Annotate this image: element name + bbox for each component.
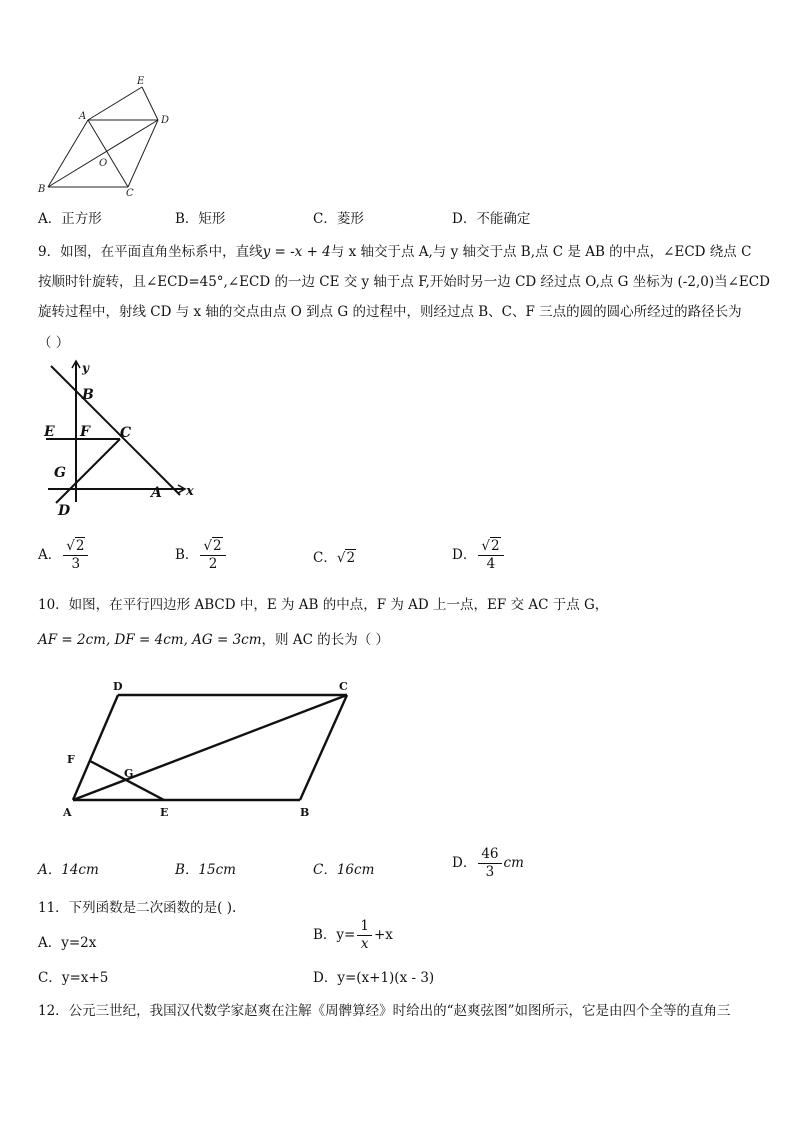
q9-label-c: C [120, 425, 132, 441]
q8-side-cd [128, 120, 158, 187]
q10-given-lengths: AF = 2cm, DF = 4cm, AG = 3cm [38, 632, 262, 648]
q9-option-c: C．√2 [313, 550, 356, 566]
q9-option-c-label: C． [313, 550, 337, 566]
q9-option-d-fraction: $\frac{√2}{4}$ [478, 538, 503, 573]
q10-option-c: C．16cm [313, 862, 375, 878]
q8-segment-ae [88, 87, 142, 120]
q10-option-d [452, 846, 524, 881]
q9-label-d: D [58, 503, 71, 519]
q10-parallelogram-figure [60, 675, 360, 825]
q9-label-a: A [151, 485, 162, 501]
q10-label-d: D [113, 680, 123, 693]
q9-option-b-den: 2 [208, 556, 218, 572]
q9-coordinate-figure [40, 360, 200, 520]
q9-stem-text-1: 9．如图，在平面直角坐标系中，直线 [38, 244, 263, 260]
q8-option-d: D．不能确定 [452, 211, 531, 227]
q9-option-b-num: 2 [213, 538, 222, 554]
q9-option-a-fraction: $\frac{√2}{3}$ [63, 538, 88, 573]
q12-stem: 12．公元三世纪，我国汉代数学家赵爽在注解《周髀算经》时给出的“赵爽弦图”如图所示，它是由四个全等的直角三 [38, 1003, 731, 1019]
q10-option-d-den: 3 [485, 864, 495, 880]
q8-option-c: C．菱形 [313, 211, 364, 227]
q10-option-d-fraction [478, 846, 501, 881]
q8-side-ab [48, 120, 88, 187]
q9-stem-line-2: 按顺时针旋转，且∠ECD=45°,∠ECD 的一边 CE 交 y 轴于点 F,开始时另一边 CD 经过点 O,点 G 坐标为 (-2,0)当∠ECD [38, 274, 770, 290]
q11-option-b-rest: +x [373, 927, 393, 943]
q8-label-c: C [126, 188, 134, 199]
q10-option-a: A．14cm [38, 862, 99, 878]
q10-option-d-num: 46 [478, 846, 501, 864]
q8-label-b: B [38, 184, 46, 195]
q8-diagonal-bd [48, 120, 158, 187]
q11-option-b-num: 1 [357, 918, 372, 936]
q8-segment-ed [142, 87, 158, 120]
q10-label-e: E [160, 806, 169, 819]
q9-stem-line-4: （ ） [38, 335, 70, 351]
q10-label-f: F [67, 753, 75, 766]
q9-line-ab [51, 366, 180, 495]
q8-option-b: B．矩形 [175, 211, 226, 227]
q10-option-b: B．15cm [175, 862, 236, 878]
q9-option-d-den: 4 [486, 556, 496, 572]
q11-option-d: D．y=(x+1)(x - 3) [313, 970, 435, 986]
q10-label-c: C [339, 680, 348, 693]
q9-option-b-fraction: $\frac{√2}{2}$ [200, 538, 225, 573]
q10-option-d-unit: cm [503, 855, 524, 871]
q8-label-o: O [99, 158, 108, 169]
q8-diagonal-ac [88, 120, 128, 187]
q9-label-b: B [82, 387, 94, 403]
q10-label-b: B [300, 806, 310, 819]
q10-stem-line-2 [38, 628, 389, 648]
q11-option-b-den: x [360, 936, 369, 952]
q10-stem-line-1: 10．如图，在平行四边形 ABCD 中，E 为 AB 的中点，F 为 AD 上一点，EF 交 AC 于点 G， [38, 597, 609, 613]
q8-label-e: E [137, 76, 145, 87]
q9-option-d [452, 538, 506, 573]
q9-option-a [38, 538, 90, 573]
q10-stem-text-2b: ，则 AC 的长为（ ） [261, 632, 389, 648]
q9-stem-line-3: 旋转过程中，射线 CD 与 x 轴的交点由点 O 到点 G 的过程中，则经过点 B、C、F 三点的圆的圆心所经过的路径长为 [38, 304, 742, 320]
q9-option-d-label: D． [452, 547, 477, 563]
q9-label-x: x [186, 484, 194, 499]
q8-rhombus-figure [30, 70, 190, 200]
q8-option-a: A．正方形 [38, 211, 102, 227]
q9-option-d-num: 2 [490, 538, 500, 554]
q9-label-f: F [80, 424, 90, 440]
q9-label-e: E [44, 424, 55, 440]
q10-label-g: G [124, 767, 134, 780]
q9-option-a-label: A． [38, 547, 62, 563]
q11-option-b-fraction [357, 918, 372, 953]
q8-label-d: D [161, 115, 170, 126]
q11-option-b [313, 918, 393, 953]
q9-option-a-den: 3 [71, 556, 81, 572]
q9-label-g: G [54, 465, 66, 481]
q9-stem-text-1b: 与 x 轴交于点 A,与 y 轴交于点 B,点 C 是 AB 的中点，∠ECD 绕点 C [330, 244, 752, 260]
q11-stem: 11．下列函数是二次函数的是( ). [38, 900, 237, 916]
q9-option-a-num: 2 [75, 538, 85, 554]
q9-option-b [175, 538, 228, 573]
q10-option-d-label: D． [452, 855, 477, 871]
q11-option-c: C．y=x+5 [38, 970, 109, 986]
q9-option-c-rad: 2 [346, 550, 356, 566]
q11-option-a: A．y=2x [38, 935, 97, 951]
q10-label-a: A [63, 806, 72, 819]
q9-label-y: y [82, 361, 89, 375]
q11-option-b-label: B．y= [313, 927, 356, 943]
q9-option-b-label: B． [175, 547, 199, 563]
q8-label-a: A [79, 111, 87, 122]
q9-equation: y = -x + 4 [262, 244, 331, 260]
q9-stem-line-1 [38, 240, 751, 260]
